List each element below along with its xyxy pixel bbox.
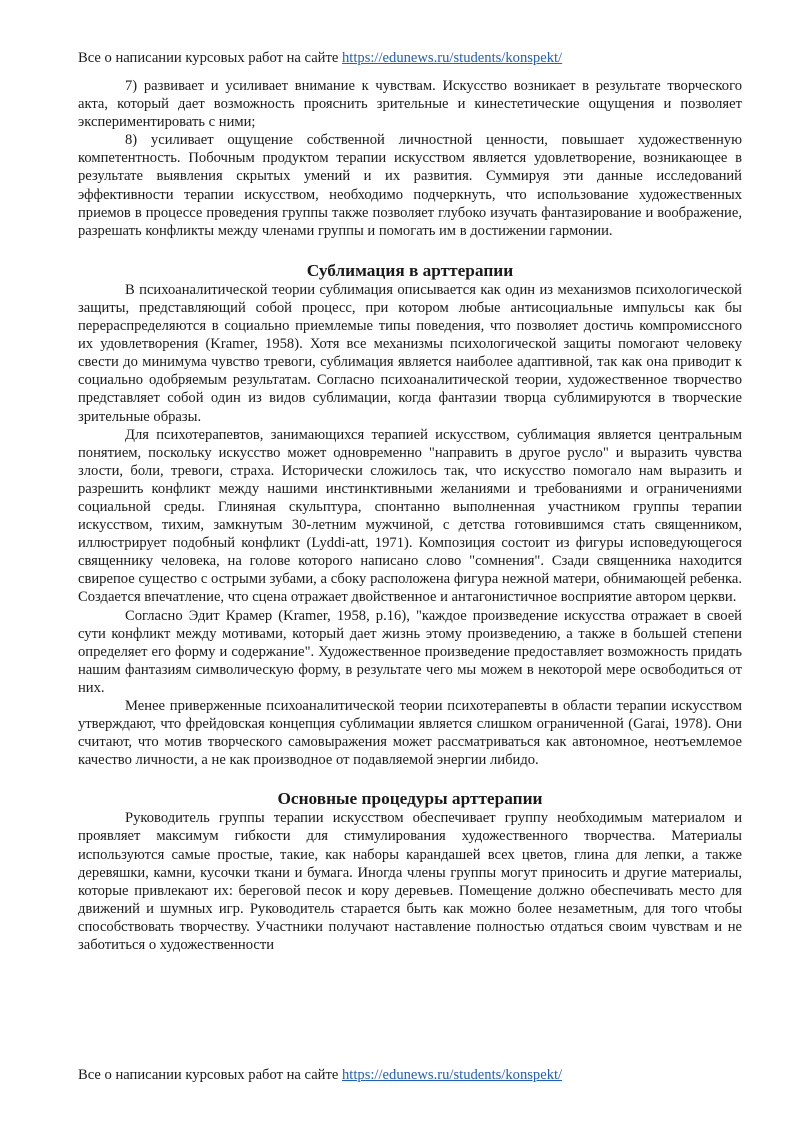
- footer-text: Все о написании курсовых работ на сайте: [78, 1067, 342, 1083]
- page-footer: [78, 1066, 738, 1084]
- paragraph-sublimation-central: Для психотерапевтов, занимающихся терапией искусством, сублимация является центральным понятием, поскольку искусство может одновременно "направить в другое русло" и выразить чувства злости, боли, тревоги, страха. Исторически сложилось так, что искусство помогало нам выразить и разрешить конфликт между нашими инстинктивными желаниями и требованиями и ограничениями социальной среды. Глиняная скульптура, спонтанно выполненная участником группы терапии искусством, тихим, замкнутым 30-летним мужчиной, с детства готовившимся стать священником, иллюстрирует подобный конфликт (Lyddi-att, 1971). Композиция состоит из фигуры исповедующегося священнику человека, на голове которого написано слово "сомнения". Сзади священника находится свирепое существо с острыми зубами, а сбоку расположена фигура нежной матери, обнимающей ребенка. Создается впечатление, что сцена отражает двойственное и антагонистичное восприятие автором церкви.: [78, 426, 742, 606]
- section-heading-procedures: Основные процедуры арттерапии: [277, 789, 543, 809]
- paragraph-kramer-quote: Согласно Эдит Крамер (Kramer, 1958, р.16), "каждое произведение искусства отражает в своей сути конфликт между мотивами, который дает жизнь этому произведению, а также в большей степени определяет его форму и содержание". Художественное произведение предоставляет возможность придать нашим фантазиям символическую форму, в результате чего мы можем в некоторой мере освободиться от них.: [78, 607, 742, 696]
- paragraph-garai: Менее приверженные психоаналитической теории психотерапевты в области терапии искусством утверждают, что фрейдовская концепция сублимации является слишком ограниченной (Garai, 1978). Они считают, что мотив творческого самовыражения может рассматриваться как автономное, неотъемлемое качество личности, а не как производное от подавляемой энергии либидо.: [78, 698, 742, 769]
- document-body: [78, 77, 742, 954]
- paragraph-sublimation-theory: В психоаналитической теории сублимация описывается как один из механизмов психологической защиты, представляющий собой процесс, при котором любые антисоциальные импульсы как бы перераспределяются в социально приемлемые типы поведения, что позволяет достичь компромиссного их удовлетворения (Kramer, 1958). Хотя все механизмы психологической защиты помогают человеку свести до минимума чувство тревоги, сублимация является наиболее адаптивной, так как она приводит к социально одобряемым результатам. Согласно психоаналитической теории, художественное творчество представляет собой один из видов сублимации, когда фантазии творца сублимируются в творческие зрительные образы.: [78, 281, 742, 425]
- paragraph-item-7: 7) развивает и усиливает внимание к чувствам. Искусство возникает в результате творческого акта, который дает возможность прояснить зрительные и кинестетические ощущения и позволяет экспериментировать с ними;: [78, 78, 742, 131]
- page-header: [78, 49, 738, 67]
- paragraph-procedures: Руководитель группы терапии искусством обеспечивает группу необходимым материалом и проявляет максимум гибкости для стимулирования художественного творчества. Материалы используются самые простые, такие, как наборы карандашей всех цветов, глина для лепки, а также деревяшки, камни, кусочки ткани и бумага. Иногда члены группы могут приносить и другие материалы, которые привлекают их: береговой песок и кору деревьев. Помещение должно обеспечивать место для движений и шумных игр. Руководитель старается быть как можно более незаметным, для того чтобы способствовать творчеству. Участники получают наставление полностью отдаться своим чувствам и не заботиться о художественности: [78, 810, 742, 954]
- header-site-link[interactable]: https://edunews.ru/students/konspekt/: [342, 50, 563, 66]
- paragraph-item-8: 8) усиливает ощущение собственной личностной ценности, повышает художественную компетентность. Побочным продуктом терапии искусством является удовлетворение, возникающее в результате выявления скрытых умений и их развития. Суммируя эти данные исследований эффективности терапии искусством, необходимо подчеркнуть, что использование художественных приемов в процессе проведения группы также позволяет глубоко изучать фантазирование и воображение, разрешать конфликты между членами группы и помогать им в достижении гармонии.: [78, 132, 742, 239]
- footer-site-link[interactable]: https://edunews.ru/students/konspekt/: [342, 1067, 563, 1083]
- section-heading-sublimation: Сублимация в арттерапии: [306, 260, 514, 280]
- header-text: Все о написании курсовых работ на сайте: [78, 50, 342, 66]
